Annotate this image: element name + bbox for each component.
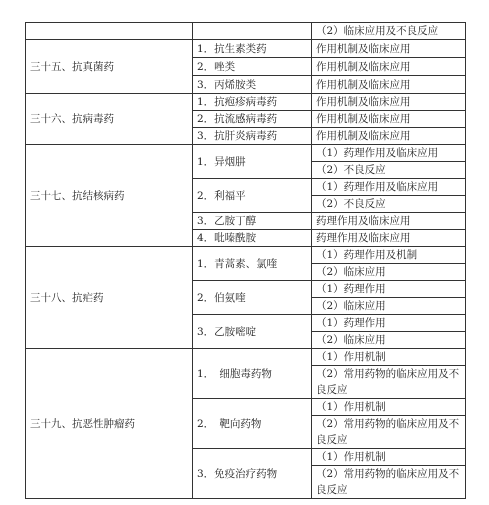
sub-cell: 2．抗流感病毒药 (193, 111, 312, 128)
table-row (26, 40, 466, 58)
table-row (26, 23, 466, 40)
sub-cell: 2．伯氨喹 (193, 281, 312, 315)
sub-cell: 1．抗疱疹病毒药 (193, 94, 312, 111)
detail-cell: 作用机制及临床应用 (312, 58, 466, 76)
detail-cell: （2）常用药物的临床应用及不良反应 (312, 416, 466, 449)
syllabus-table (25, 22, 466, 499)
detail-cell: （2）临床应用及不良反应 (312, 23, 466, 40)
chapter-cell: 三十六、抗病毒药 (26, 94, 193, 145)
chapter-cell: 三十九、抗恶性肿瘤药 (26, 349, 193, 499)
sub-cell: 2．唑类 (193, 58, 312, 76)
detail-cell: （2）常用药物的临床应用及不良反应 (312, 466, 466, 499)
detail-cell: 作用机制及临床应用 (312, 94, 466, 111)
chapter-cell: 三十七、抗结核病药 (26, 145, 193, 247)
sub-cell: 4．吡嗪酰胺 (193, 230, 312, 247)
detail-cell: （1）药理作用及临床应用 (312, 179, 466, 196)
detail-cell: （1）药理作用 (312, 315, 466, 332)
table-row (26, 94, 466, 111)
detail-cell: （2）不良反应 (312, 162, 466, 179)
detail-cell: （2）临床应用 (312, 332, 466, 349)
chapter-cell-empty (26, 23, 193, 40)
detail-cell: （1）药理作用及机制 (312, 247, 466, 264)
sub-cell: 1．青蒿素、氯喹 (193, 247, 312, 281)
detail-cell: （1）作用机制 (312, 349, 466, 366)
sub-cell: 3．乙胺丁醇 (193, 213, 312, 230)
sub-cell: 3．丙烯胺类 (193, 76, 312, 94)
table-row (26, 145, 466, 162)
detail-cell: 药理作用及临床应用 (312, 230, 466, 247)
sub-cell: 1． 细胞毒药物 (193, 349, 312, 399)
detail-cell: 药理作用及临床应用 (312, 213, 466, 230)
chapter-cell: 三十五、抗真菌药 (26, 40, 193, 94)
detail-cell: （2）临床应用 (312, 264, 466, 281)
detail-cell: 作用机制及临床应用 (312, 128, 466, 145)
table-row (26, 247, 466, 264)
detail-cell: （1）作用机制 (312, 449, 466, 466)
sub-cell: 1．抗生素类药 (193, 40, 312, 58)
sub-cell-empty (193, 23, 312, 40)
detail-cell: （1）药理作用 (312, 281, 466, 298)
detail-cell: （1）药理作用及临床应用 (312, 145, 466, 162)
detail-cell: （2）常用药物的临床应用及不良反应 (312, 366, 466, 399)
detail-cell: （1）作用机制 (312, 399, 466, 416)
sub-cell: 2． 靶向药物 (193, 399, 312, 449)
detail-cell: （2）不良反应 (312, 196, 466, 213)
table-row (26, 349, 466, 366)
detail-cell: 作用机制及临床应用 (312, 76, 466, 94)
sub-cell: 3．乙胺嘧啶 (193, 315, 312, 349)
detail-cell: （2）临床应用 (312, 298, 466, 315)
chapter-cell: 三十八、抗疟药 (26, 247, 193, 349)
sub-cell: 3．抗肝炎病毒药 (193, 128, 312, 145)
detail-cell: 作用机制及临床应用 (312, 40, 466, 58)
sub-cell: 2．利福平 (193, 179, 312, 213)
detail-cell: 作用机制及临床应用 (312, 111, 466, 128)
sub-cell: 1．异烟肼 (193, 145, 312, 179)
sub-cell: 3．免疫治疗药物 (193, 449, 312, 499)
